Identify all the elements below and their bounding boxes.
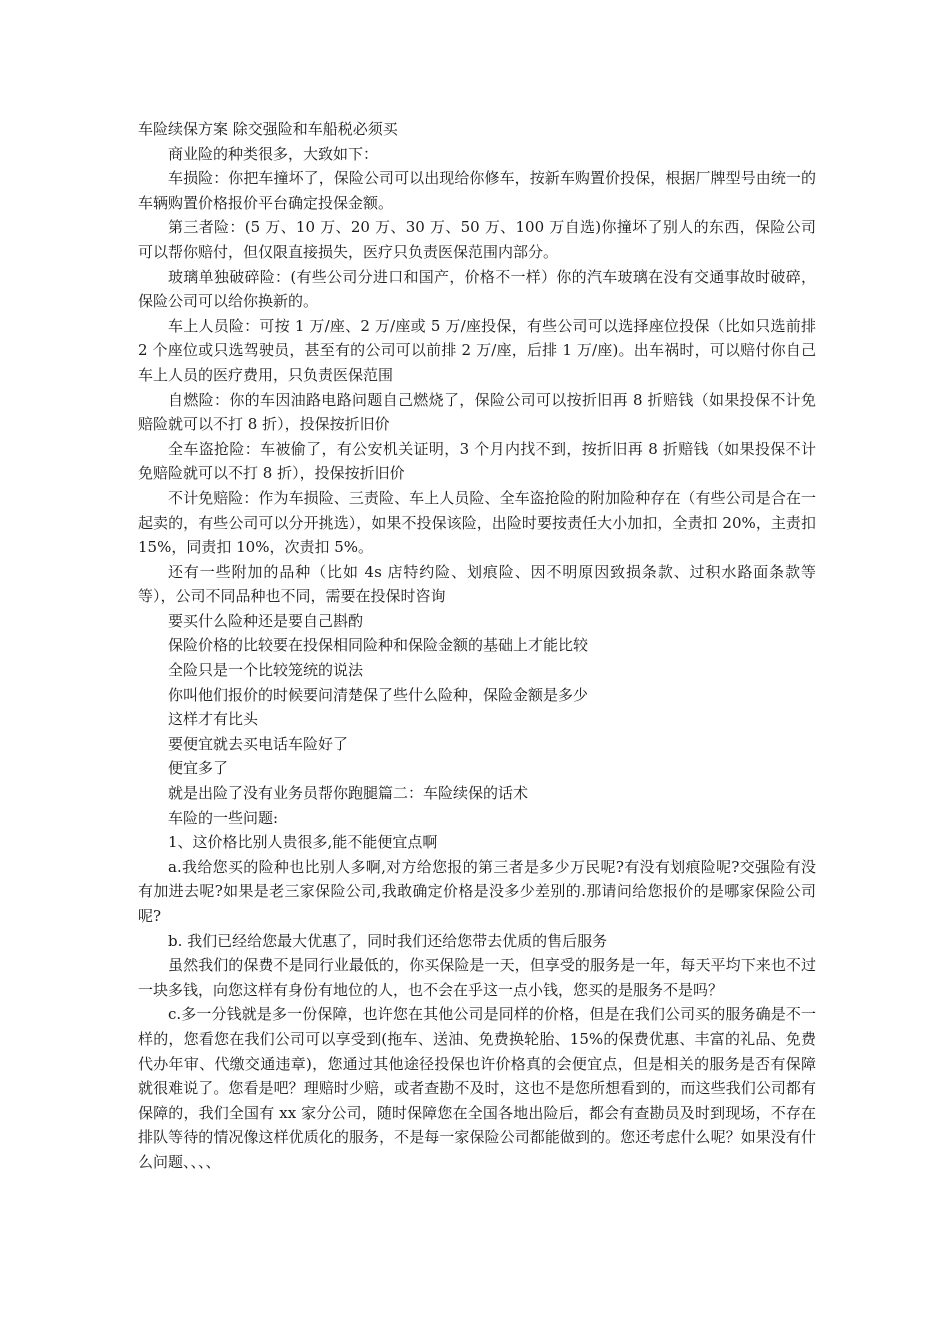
paragraph-list bbox=[138, 142, 816, 1175]
paragraph: 你叫他们报价的时候要问清楚保了些什么险种，保险金额是多少 bbox=[168, 685, 589, 704]
paragraph: 还有一些附加的品种（比如 4s 店特约险、划痕险、因不明原因致损条款、过积水路面条款等等），公司不同品种也不同，需要在投保时咨询 bbox=[138, 562, 816, 606]
paragraph: 第三者险：(5 万、10 万、20 万、30 万、50 万、100 万自选)你撞坏了别人的东西，保险公司可以帮你赔付，但仅限直接损失，医疗只负责医保范围内部分。 bbox=[138, 218, 816, 261]
paragraph: b. 我们已经给您最大优惠了，同时我们还给您带去优质的售后服务 bbox=[168, 931, 608, 950]
paragraph: 便宜多了 bbox=[168, 759, 229, 778]
paragraph: 车上人员险：可按 1 万/座、2 万/座或 5 万/座投保，有些公司可以选择座位投保（比如只选前排 2 个座位或只选驾驶员，甚至有的公司可以前排 2 万/座，后排 1 万/座)。出车祸时，可以赔付你自己车上人员的医疗费用，只负责医保范围 bbox=[138, 316, 816, 384]
paragraph: 车损险：你把车撞坏了，保险公司可以出现给你修车，按新车购置价投保，根据厂牌型号由统一的车辆购置价格报价平台确定投保金额。 bbox=[138, 169, 816, 212]
paragraph: 1、这价格比别人贵很多,能不能便宜点啊 bbox=[168, 833, 438, 852]
paragraph: c.多一分钱就是多一份保障，也许您在其他公司是同样的价格，但是在我们公司买的服务确是不一样的，您看您在我们公司可以享受到(拖车、送油、免费换轮胎、15%的保费优惠、丰富的礼品、免费代办年审、代缴交通违章)，您通过其他途径投保也许价格真的会便宜点，但是相关的服务是否有保障就很难说了。您看是吧？理赔时少赔，或者查勘不及时，这也不是您所想看到的，而这些我们公司都有保障的，我们全国有 xx 家分公司，随时保障您在全国各地出险后，都会有查勘员及时到现场，不存在排队等待的情况像这样优质化的服务，不是每一家保险公司都能做到的。您还考虑什么呢？如果没有什么问题、、、、 bbox=[138, 1005, 816, 1171]
document-title: 车险续保方案 除交强险和车船税必须买 bbox=[138, 120, 398, 138]
paragraph: 要买什么险种还是要自己斟酌 bbox=[168, 611, 364, 630]
paragraph: 虽然我们的保费不是同行业最低的，你买保险是一天，但享受的服务是一年，每天平均下来也不过一块多钱，向您这样有身份有地位的人，也不会在乎这一点小钱，您买的是服务不是吗？ bbox=[138, 956, 816, 999]
paragraph: 这样才有比头 bbox=[168, 710, 259, 729]
paragraph: 要便宜就去买电话车险好了 bbox=[168, 734, 349, 753]
document-body bbox=[138, 117, 816, 1175]
paragraph: 商业险的种类很多，大致如下： bbox=[168, 144, 379, 163]
paragraph: 全车盗抢险：车被偷了，有公安机关证明，3 个月内找不到，按折旧再 8 折赔钱（如果投保不计免赔险就可以不打 8 折），投保按折旧价 bbox=[138, 439, 816, 483]
paragraph: 不计免赔险：作为车损险、三责险、车上人员险、全车盗抢险的附加险种存在（有些公司是合在一起卖的，有些公司可以分开挑选），如果不投保该险，出险时要按责任大小加扣，全责扣 20%，主责扣 15%，同责扣 10%，次责扣 5%。 bbox=[138, 488, 816, 557]
paragraph: 玻璃单独破碎险：(有些公司分进口和国产，价格不一样）你的汽车玻璃在没有交通事故时破碎，保险公司可以给你换新的。 bbox=[138, 267, 816, 311]
paragraph: 自燃险：你的车因油路电路问题自己燃烧了，保险公司可以按折旧再 8 折赔钱（如果投保不计免赔险就可以不打 8 折），投保按折旧价 bbox=[138, 390, 816, 434]
paragraph: 保险价格的比较要在投保相同险种和保险金额的基础上才能比较 bbox=[168, 636, 589, 655]
paragraph: 车险的一些问题: bbox=[168, 808, 279, 827]
paragraph: a.我给您买的险种也比别人多啊,对方给您报的第三者是多少万民呢?有没有划痕险呢?交强险有没有加进去呢?如果是老三家保险公司,我敢确定价格是没多少差别的.那请问给您报价的是哪家保险公司呢? bbox=[138, 857, 816, 925]
paragraph: 就是出险了没有业务员帮你跑腿篇二：车险续保的话术 bbox=[168, 784, 529, 803]
paragraph: 全险只是一个比较笼统的说法 bbox=[168, 661, 364, 680]
